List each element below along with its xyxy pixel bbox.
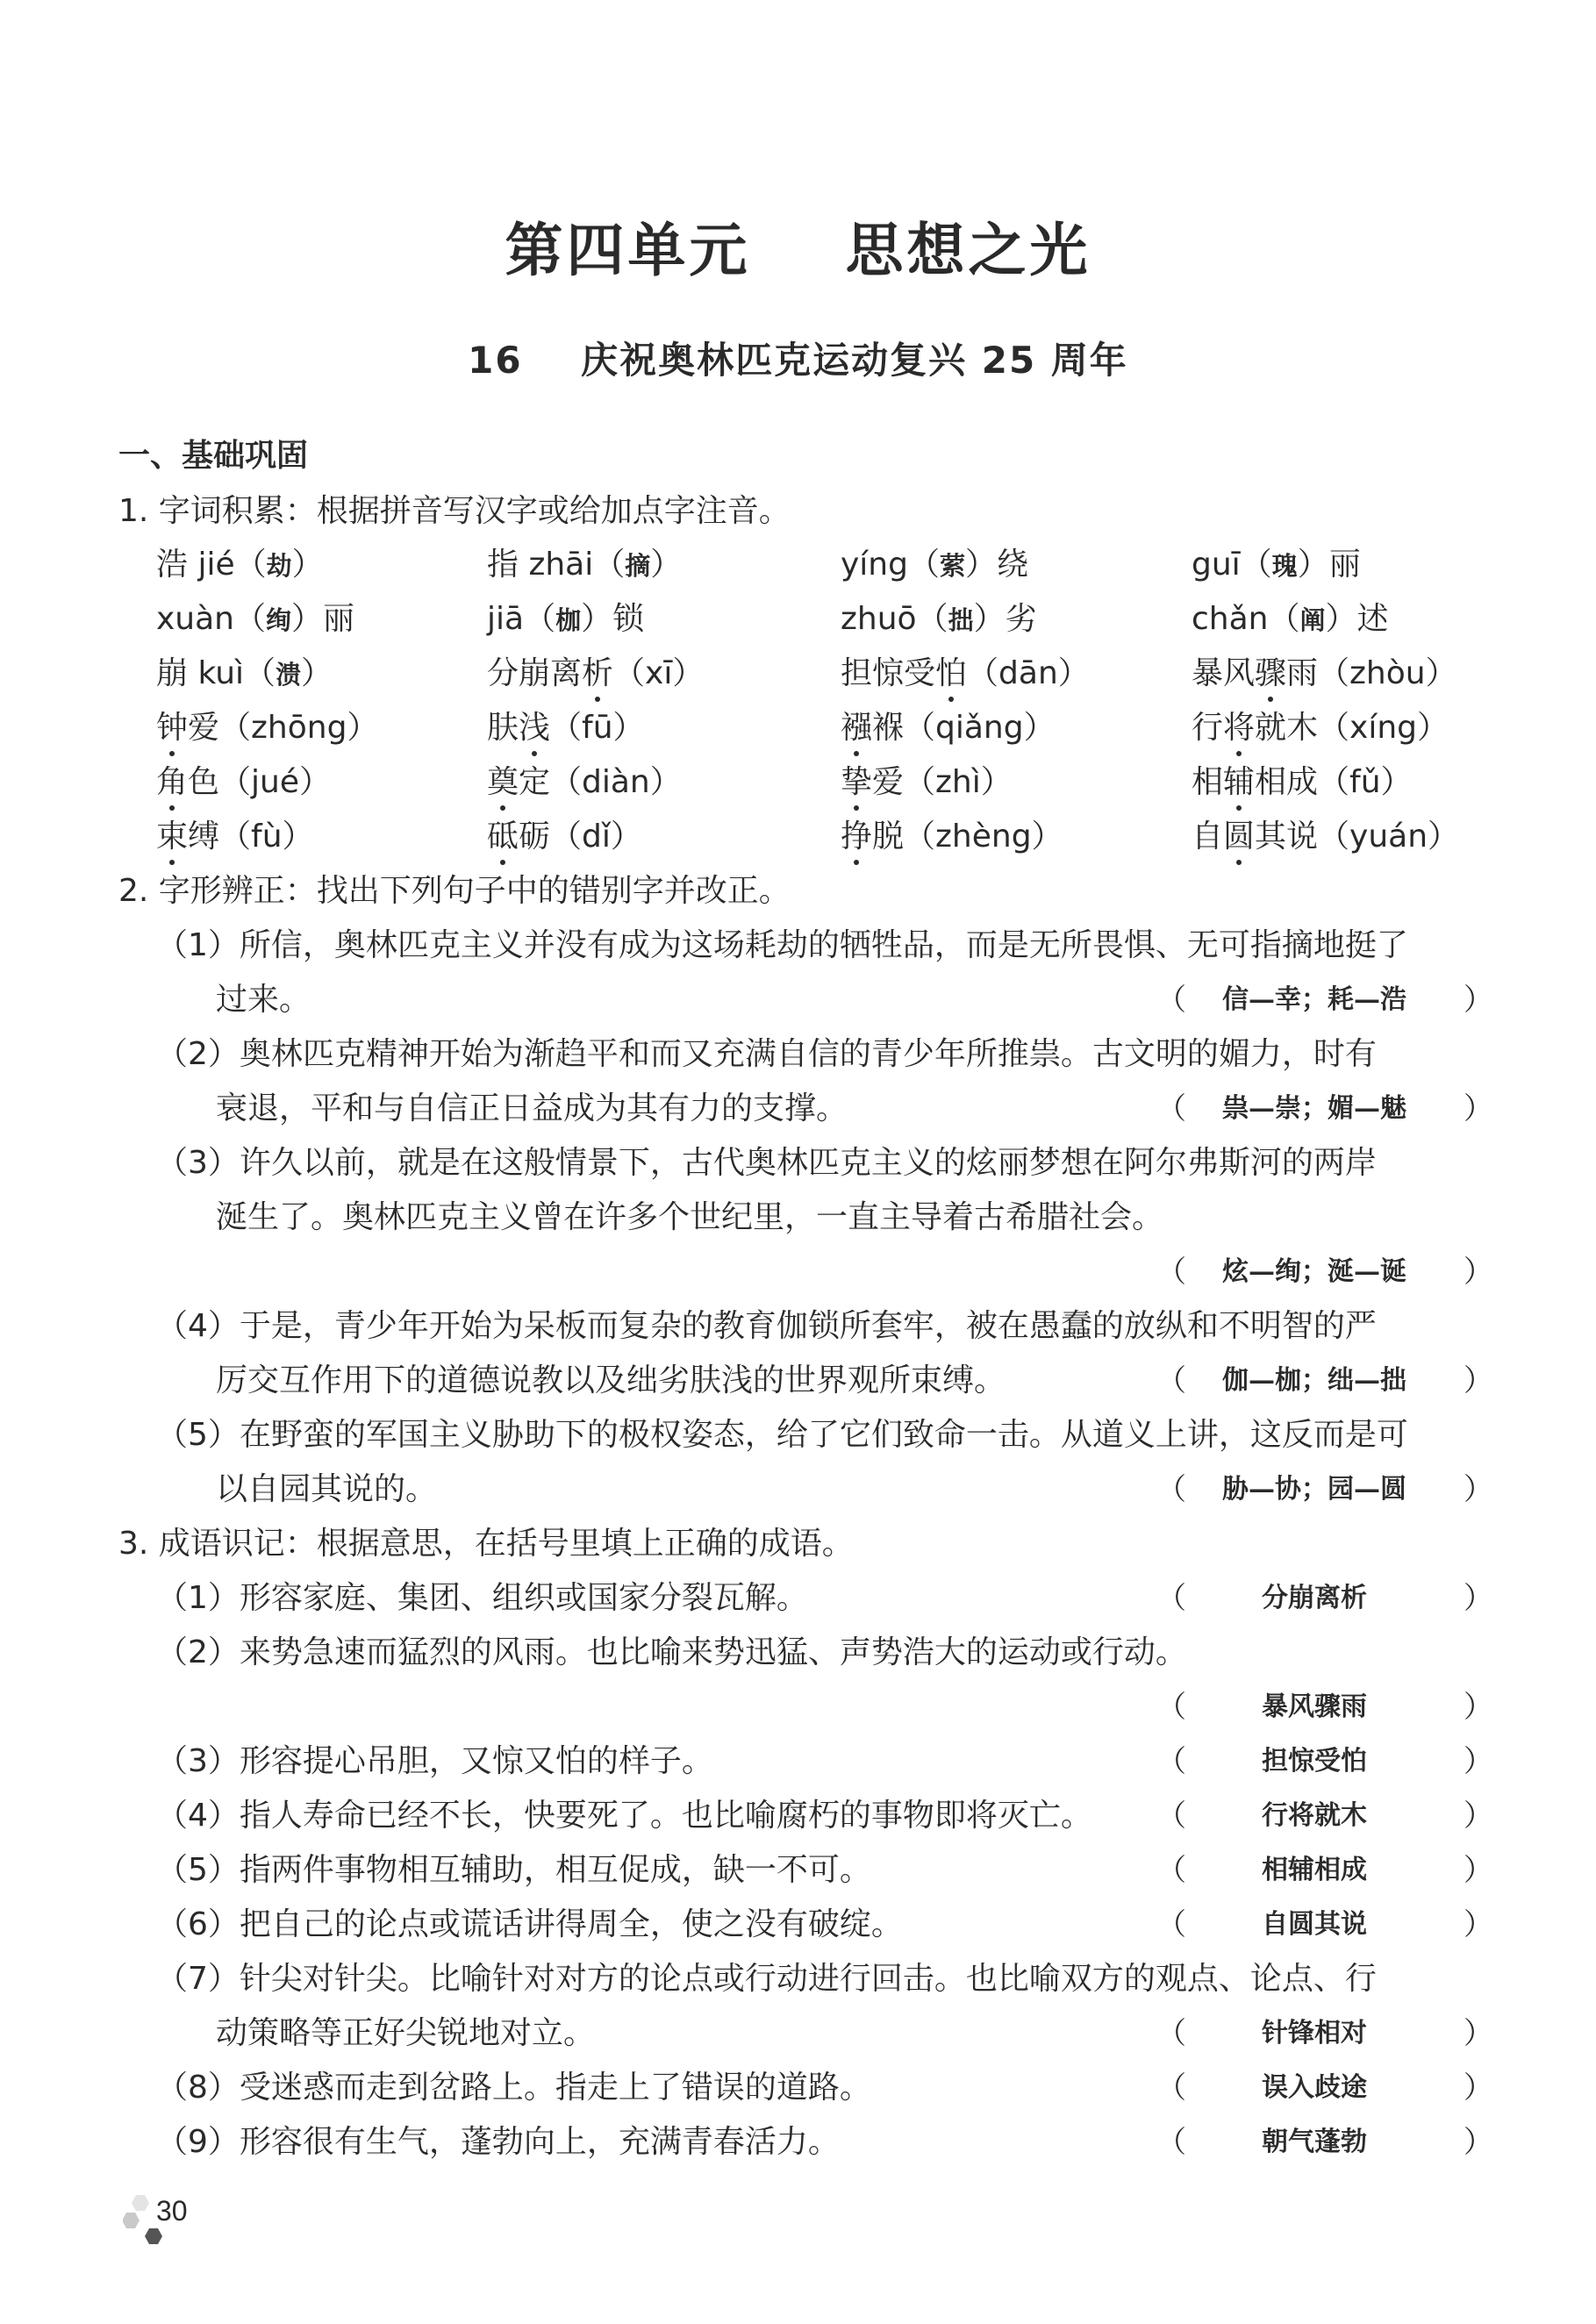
handwritten-answer: 行将就木 xyxy=(1262,1800,1367,1831)
q3-item-text: （8）受迷惑而走到岔路上。指走上了错误的道路。 xyxy=(156,2070,871,2106)
handwritten-answer: 炫—绚；涎—诞 xyxy=(1222,1256,1406,1287)
dotted-char: 析 xyxy=(582,651,613,697)
q1-answer: 阐 xyxy=(1299,605,1326,635)
q3-title: 3. 成语识记：根据意思，在括号里填上正确的成语。 xyxy=(118,1526,854,1562)
dotted-char: 将 xyxy=(1223,705,1255,751)
q1-item: 奠定（diàn） xyxy=(487,760,682,805)
dotted-char: 砥 xyxy=(487,814,519,860)
q1-item: 角色（jué） xyxy=(156,760,331,805)
q1-item: 分崩离析（xī） xyxy=(487,651,704,697)
q1-item: 襁褓（qiǎng） xyxy=(841,705,1056,751)
q2-item-text: （2）奥林匹克精神开始为渐趋平和而又充满自信的青少年所推祟。古文明的媚力，时有 xyxy=(156,1036,1377,1072)
dotted-char: 浅 xyxy=(519,705,550,751)
q1-answer: 劫 xyxy=(266,551,292,581)
q1-answer: 瑰 xyxy=(1271,551,1298,581)
q1-title: 1. 字词积累：根据拼音写汉字或给加点字注音。 xyxy=(118,493,791,529)
q2-item-text: 涎生了。奥林匹克主义曾在许多个世纪里，一直主导着古希腊社会。 xyxy=(216,1199,1164,1235)
q1-item: 自圆其说（yuán） xyxy=(1192,814,1459,860)
q1-item: 浩 jié（劫） xyxy=(156,547,324,583)
q3-item-text: （6）把自己的论点或谎话讲得周全，使之没有破绽。 xyxy=(156,1906,903,1942)
q3-item-text: （5）指两件事物相互辅助，相互促成，缺一不可。 xyxy=(156,1852,871,1888)
q1-item: guī（瑰）丽 xyxy=(1192,547,1361,583)
q1-item: yíng（萦）绕 xyxy=(841,547,1029,583)
handwritten-answer: 伽—枷；绌—拙 xyxy=(1222,1365,1406,1396)
page-number: 30 xyxy=(156,2195,188,2227)
q3-item-text: （9）形容很有生气，蓬勃向上，充满青春活力。 xyxy=(156,2124,840,2160)
dotted-char: 骤 xyxy=(1255,651,1286,697)
q1-item: 钟爱（zhōng） xyxy=(156,705,378,751)
q1-item: 砥砺（dǐ） xyxy=(487,814,642,860)
q1-item: 行将就木（xíng） xyxy=(1192,705,1449,751)
section-heading: 一、基础巩固 xyxy=(118,438,309,474)
q1-item: 束缚（fù） xyxy=(156,814,314,860)
handwritten-answer: 暴风骤雨 xyxy=(1262,1691,1367,1722)
q1-answer: 枷 xyxy=(555,605,582,635)
handwritten-answer: 针锋相对 xyxy=(1262,2018,1367,2049)
dotted-char: 圆 xyxy=(1223,814,1255,860)
q2-item-text: 以自园其说的。 xyxy=(216,1471,438,1507)
q1-item: 相辅相成（fǔ） xyxy=(1192,760,1413,805)
dotted-char: 奠 xyxy=(487,760,519,805)
dotted-char: 束 xyxy=(156,814,188,860)
q1-item: jiā（枷）锁 xyxy=(487,601,645,637)
q1-item: 挣脱（zhèng） xyxy=(841,814,1063,860)
q2-item-text: （1）所信，奥林匹克主义并没有成为这场耗劫的牺牲品，而是无所畏惧、无可指摘地挺了 xyxy=(156,927,1408,963)
q1-answer: 萦 xyxy=(939,551,965,581)
handwritten-answer: 误入歧途 xyxy=(1262,2072,1367,2103)
dotted-char: 钟 xyxy=(156,705,188,751)
q1-answer: 拙 xyxy=(948,605,974,635)
q2-item-text: （5）在野蛮的军国主义胁助下的极权姿态，给了它们致命一击。从道义上讲，这反而是可 xyxy=(156,1417,1408,1453)
handwritten-answer: 分崩离析 xyxy=(1262,1583,1367,1613)
dotted-char: 怕 xyxy=(935,651,967,697)
workbook-page: 第四单元 思想之光 16 庆祝奥林匹克运动复兴 25 周年 一、基础巩固 1. 字词积累：根据拼音写汉字或给加点字注音。 浩 jié（劫） 指 zhāi（摘） yíng（萦）绕 guī（瑰）丽 xuàn（绚）丽 jiā（枷）锁 zhuō（拙）劣 chǎn（阐）述 崩 kuì（溃） 分崩离析（xī） 担惊受怕（dān） 暴风骤雨（zhòu） 钟爱（zhōng） 肤浅（fū） 襁褓（qiǎng） 行将就木（xíng） 角色（jué） 奠定（diàn） 挚爱（zhì） 相辅相成（fǔ） 束缚（fù） 砥砺（dǐ） 挣脱（zhèng） 自圆其说（yuán） 2. 字形辨正：找出下列句子中的错别字并改正。 （1）所信，奥林匹克主义并没有成为这场耗劫的牺牲品，而是无所畏惧、无可指摘地挺了 过来。 （ 信—幸；耗—浩 ） （2）奥林匹克精神开始为渐趋平和而又充满自信的青少年所推祟。古文明的媚力，时有 衰退，平和与自信正日益成为其有力的支撑。 （ 祟—崇；媚—魅 ） （3）许久以前，就是在这般情景下，古代奥林匹克主义的炫丽梦想在阿尔弗斯河的两岸 涎生了。奥林匹克主义曾在许多个世纪里，一直主导着古希腊社会。 （ 炫—绚；涎—诞 ） （4）于是，青少年开始为呆板而复杂的教育伽锁所套牢，被在愚蠢的放纵和不明智的严 厉交互作用下的道德说教以及绌劣肤浅的世界观所束缚。 （ 伽—枷；绌—拙 ） （5）在野蛮的军国主义胁助下的极权姿态，给了它们致命一击。从道义上讲，这反而是可 以自园其说的。 （ 胁—协；园—圆 ） 3. 成语识记：根据意思，在括号里填上正确的成语。 （1）形容家庭、集团、组织或国家分裂瓦解。 （ 分崩离析 ） （2）来势急速而猛烈的风雨。也比喻来势迅猛、声势浩大的运动或行动。 （ 暴风骤雨 ） （3）形容提心吊胆，又惊又怕的样子。 （ 担惊受怕 ） （4）指人寿命已经不长，快要死了。也比喻腐朽的事物即将灭亡。 （ 行将就木 ） （5）指两件事物相互辅助，相互促成，缺一不可。 （ 相辅相成 ） （6）把自己的论点或谎话讲得周全，使之没有破绽。 （ 自圆其说 ） （7）针尖对针尖。比喻针对对方的论点或行动进行回击。也比喻双方的观点、论点、行 动策略等正好尖锐地对立。 （ 针锋相对 ） （8）受迷惑而走到岔路上。指走上了错误的道路。 （ 误入歧途 ） （9）形容很有生气，蓬勃向上，充满青春活力。 （ 朝气蓬勃 ） 30 xyxy=(0,0,1596,2324)
handwritten-answer: 祟—崇；媚—魅 xyxy=(1222,1093,1406,1124)
handwritten-answer: 朝气蓬勃 xyxy=(1262,2127,1367,2157)
q3-item-text: （4）指人寿命已经不长，快要死了。也比喻腐朽的事物即将灭亡。 xyxy=(156,1798,1092,1834)
q2-item-text: 衰退，平和与自信正日益成为其有力的支撑。 xyxy=(216,1090,848,1126)
q1-answer: 摘 xyxy=(625,551,651,581)
lesson-title: 16 庆祝奥林匹克运动复兴 25 周年 xyxy=(468,339,1128,382)
q1-item: 挚爱（zhì） xyxy=(841,760,1013,805)
q3-item-text: 动策略等正好尖锐地对立。 xyxy=(216,2015,596,2051)
handwritten-answer: 信—幸；耗—浩 xyxy=(1222,984,1406,1015)
q2-item-text: 厉交互作用下的道德说教以及绌劣肤浅的世界观所束缚。 xyxy=(216,1362,1006,1398)
handwritten-answer: 自圆其说 xyxy=(1262,1909,1367,1940)
q1-answer: 绚 xyxy=(266,605,292,635)
dotted-char: 挚 xyxy=(841,760,872,805)
q1-item: 肤浅（fū） xyxy=(487,705,645,751)
handwritten-answer: 相辅相成 xyxy=(1262,1855,1367,1885)
q2-title: 2. 字形辨正：找出下列句子中的错别字并改正。 xyxy=(118,873,791,909)
q3-item-text: （2）来势急速而猛烈的风雨。也比喻来势迅猛、声势浩大的运动或行动。 xyxy=(156,1634,1187,1670)
q3-item-text: （7）针尖对针尖。比喻针对对方的论点或行动进行回击。也比喻双方的观点、论点、行 xyxy=(156,1961,1377,1997)
dotted-char: 角 xyxy=(156,760,188,805)
q1-item: zhuō（拙）劣 xyxy=(841,601,1037,637)
q1-item: chǎn（阐）述 xyxy=(1192,601,1389,637)
q3-item-text: （3）形容提心吊胆，又惊又怕的样子。 xyxy=(156,1743,713,1779)
q2-item-text: 过来。 xyxy=(216,982,311,1018)
q1-answer: 溃 xyxy=(276,660,302,690)
q1-item: 暴风骤雨（zhòu） xyxy=(1192,651,1457,697)
q1-item: xuàn（绚）丽 xyxy=(156,601,355,637)
dotted-char: 辅 xyxy=(1223,760,1255,805)
dotted-char: 襁 xyxy=(841,705,872,751)
q3-item-text: （1）形容家庭、集团、组织或国家分裂瓦解。 xyxy=(156,1580,808,1616)
handwritten-answer: 担惊受怕 xyxy=(1262,1746,1367,1777)
q2-item-text: （4）于是，青少年开始为呆板而复杂的教育伽锁所套牢，被在愚蠢的放纵和不明智的严 xyxy=(156,1308,1377,1344)
q2-item-text: （3）许久以前，就是在这般情景下，古代奥林匹克主义的炫丽梦想在阿尔弗斯河的两岸 xyxy=(156,1145,1377,1181)
unit-title: 第四单元 思想之光 xyxy=(505,216,1091,284)
handwritten-answer: 胁—协；园—圆 xyxy=(1222,1474,1406,1505)
dotted-char: 挣 xyxy=(841,814,872,860)
q1-item: 崩 kuì（溃） xyxy=(156,655,333,691)
q1-item: 指 zhāi（摘） xyxy=(487,547,683,583)
q1-item: 担惊受怕（dān） xyxy=(841,651,1090,697)
